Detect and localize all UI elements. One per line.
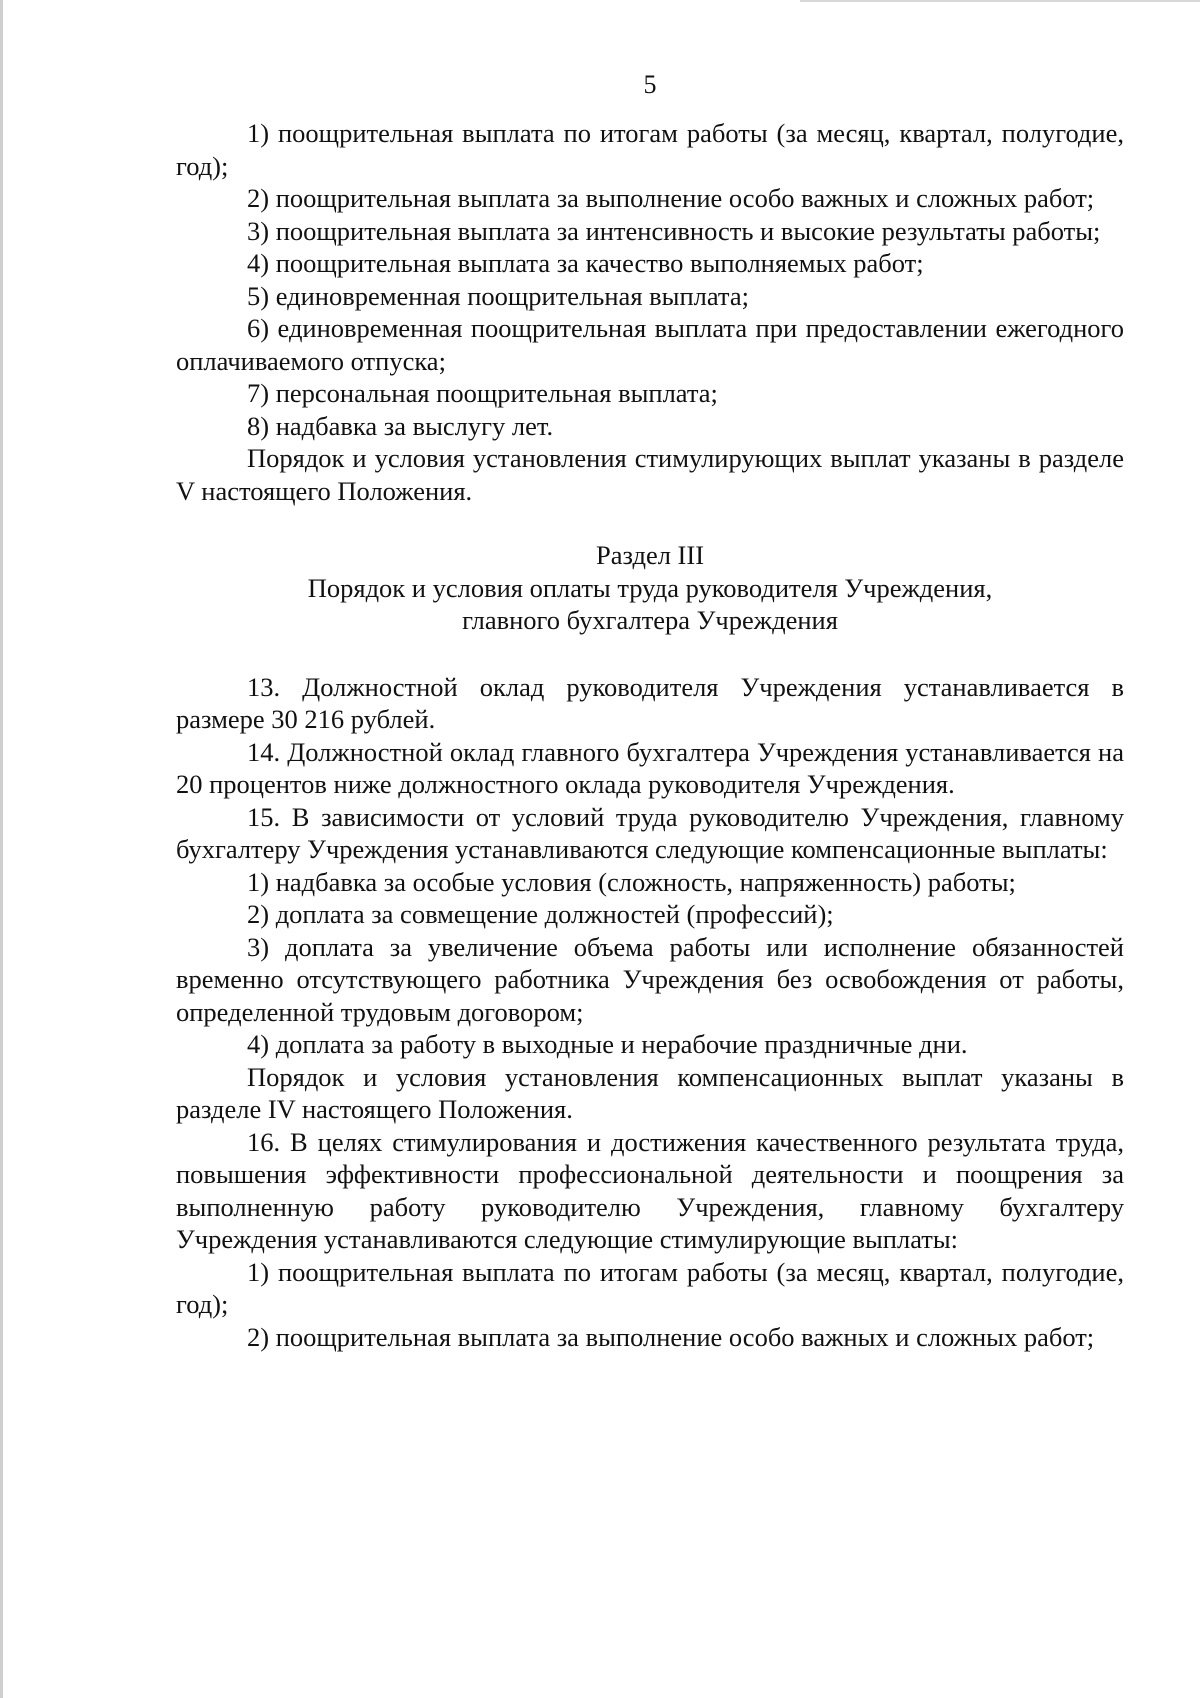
paragraph-14: 14. Должностной оклад главного бухгалтера Учреждения устанавливается на 20 процентов ниже должностного оклада руководителя Учреждения. [176, 736, 1124, 799]
document-body [176, 117, 1124, 1353]
section-label: Раздел III [595, 540, 705, 570]
list-item: 7) персональная поощрительная выплата; [247, 378, 718, 408]
compensation-list [176, 866, 1124, 1061]
section-title-line2: главного бухгалтера Учреждения [462, 605, 838, 635]
list-item: 1) надбавка за особые условия (сложность, напряженность) работы; [247, 866, 1016, 897]
section-title-line1: Порядок и условия оплаты труда руководителя Учреждения, [307, 572, 993, 603]
list-item: 4) доплата за работу в выходные и нерабочие праздничные дни. [247, 1029, 968, 1059]
paragraph-15: 15. В зависимости от условий труда руководителю Учреждения, главному бухгалтеру Учреждения устанавливаются следующие компенсационные выплаты: [176, 801, 1124, 864]
list-item: 2) доплата за совмещение должностей (профессий); [247, 899, 834, 929]
paragraph-13: 13. Должностной оклад руководителя Учреждения устанавливается в размере 30 216 рублей. [176, 671, 1124, 734]
list-item: 2) поощрительная выплата за выполнение особо важных и сложных работ; [247, 183, 1095, 213]
scan-edge-top [800, 0, 1200, 2]
list-item: 6) единовременная поощрительная выплата при предоставлении ежегодного оплачиваемого отпуска; [176, 313, 1124, 376]
list-item: 3) доплата за увеличение объема работы или исполнение обязанностей временно отсутствующего работника Учреждения без освобождения от работы, определенной трудовым договором; [176, 931, 1124, 1027]
list-item: 1) поощрительная выплата по итогам работы (за месяц, квартал, полугодие, год); [176, 1256, 1124, 1319]
scan-edge-left [0, 0, 3, 1698]
list-item: 5) единовременная поощрительная выплата; [247, 280, 749, 311]
list-item: 4) поощрительная выплата за качество выполняемых работ; [247, 248, 924, 278]
page-number: 5 [643, 70, 657, 99]
list-item: 3) поощрительная выплата за интенсивность и высокие результаты работы; [247, 215, 1101, 246]
list-item: 2) поощрительная выплата за выполнение особо важных и сложных работ; [247, 1321, 1095, 1352]
paragraph-16: 16. В целях стимулирования и достижения качественного результата труда, повышения эффективности профессиональной деятельности и поощрения за выполненную работу руководителю Учреждения, главному бухгалтеру Учреждения устанавливаются следующие стимулирующие выплаты: [176, 1126, 1124, 1254]
list-item: 1) поощрительная выплата по итогам работы (за месяц, квартал, полугодие, год); [176, 118, 1124, 181]
stimulus-list-management [176, 1256, 1124, 1354]
list-item: 8) надбавка за выслугу лет. [247, 410, 554, 441]
closing-paragraph-compensation: Порядок и условия установления компенсационных выплат указаны в разделе IV настоящего Положения. [176, 1061, 1124, 1124]
stimulus-list-intro [176, 117, 1124, 442]
closing-paragraph-stimulus: Порядок и условия установления стимулирующих выплат указаны в разделе V настоящего Положения. [176, 443, 1124, 506]
